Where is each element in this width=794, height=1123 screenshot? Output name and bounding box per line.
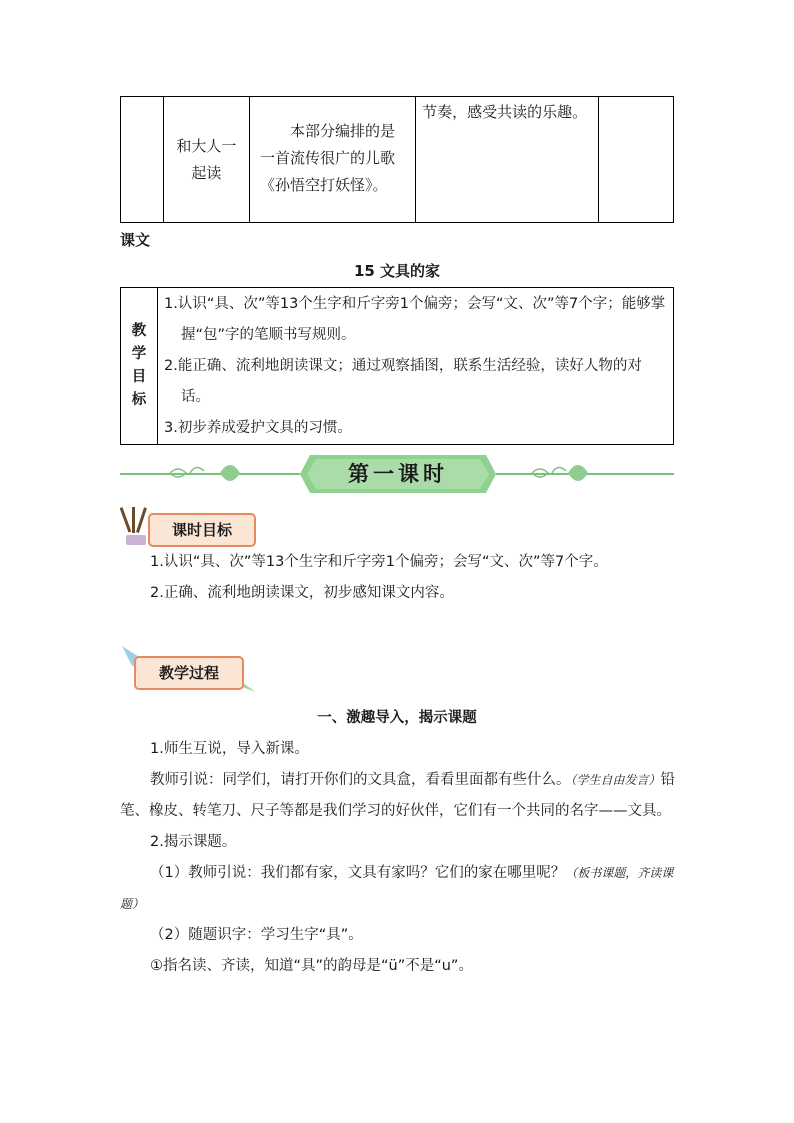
objectives-label: 教学目标 (121, 288, 158, 445)
paragraph: （1）教师引说：我们都有家，文具有家吗？它们的家在哪里呢？（板书课题，齐读课题） (120, 865, 674, 911)
objectives-content (158, 288, 674, 445)
process-label: 教学过程 (134, 656, 244, 690)
banner-title: 第一课时 (348, 462, 448, 486)
table-cell-description: 本部分编排的是一首流传很广的儿歌《孙悟空打妖怪》。 (249, 97, 415, 223)
objective-item: 3.初步养成爱护文具的习惯。 (164, 420, 352, 436)
paragraph: 1.师生互说，导入新课。 (150, 741, 309, 757)
lesson-goal-item: 2.正确、流利地朗读课文，初步感知课文内容。 (150, 585, 454, 601)
process-body (120, 734, 676, 982)
table-cell-empty (121, 97, 164, 223)
lesson-goals (120, 547, 676, 609)
table-cell-activity: 和大人一起读 (163, 97, 249, 223)
table-cell-empty (598, 97, 673, 223)
paragraph: ①指名读、齐读，知道“具”的韵母是“ü”不是“u”。 (150, 958, 473, 974)
objective-item: 2.能正确、流利地朗读课文；通过观察插图，联系生活经验，读好人物的对话。 (164, 358, 642, 405)
objective-item: 1.认识“具、次”等13个生字和斤字旁1个偏旁；会写“文、次”等7个字；能够掌握“包”字的笔顺书写规则。 (164, 296, 666, 343)
paragraph: （2）随题识字：学习生字“具”。 (150, 927, 363, 943)
lesson-goal-label: 课时目标 (148, 513, 256, 547)
table-cell-goal: 节奏，感受共读的乐趣。 (416, 97, 598, 223)
paragraph: 2.揭示课题。 (150, 834, 237, 850)
section-heading: 课文 (120, 231, 151, 249)
paragraph: 教师引说：同学们，请打开你们的文具盒，看看里面都有些什么。（学生自由发言）铅笔、橡皮、转笔刀、尺子等都是我们学习的好伙伴，它们有一个共同的名字——文具。 (120, 772, 676, 819)
objectives-table (120, 287, 674, 445)
lesson-goal-item: 1.认识“具、次”等13个生字和斤字旁1个偏旁；会写“文、次”等7个字。 (150, 554, 608, 570)
process-heading: 一、激趣导入，揭示课题 (317, 710, 477, 726)
lesson-title: 15 文具的家 (353, 262, 441, 280)
top-table (120, 96, 674, 223)
